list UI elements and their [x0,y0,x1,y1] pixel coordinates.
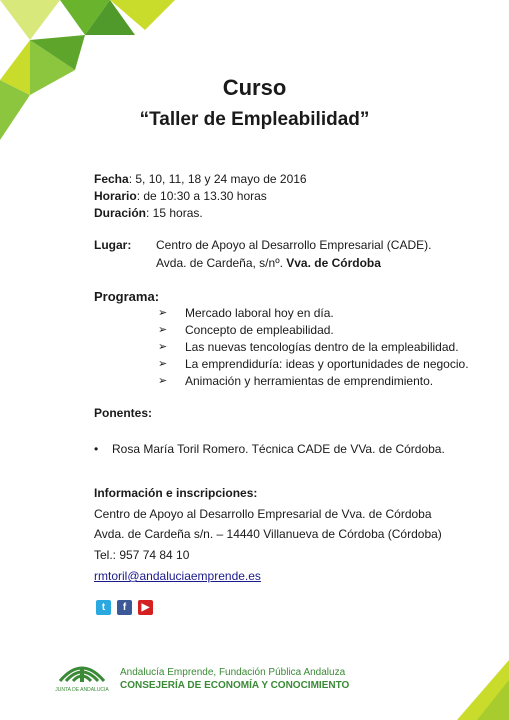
footer-consejeria: CONSEJERÍA DE ECONOMÍA Y CONOCIMIENTO [120,680,350,691]
lugar-line-1: Centro de Apoyo al Desarrollo Empresarial (CADE). [156,238,432,252]
arrow-bullet-icon: ➢ [158,307,168,319]
duracion-line [94,206,203,220]
horario-value: : de 10:30 a 13.30 horas [136,189,267,203]
youtube-icon[interactable]: ▶ [138,600,153,615]
arrow-bullet-icon: ➢ [158,324,168,336]
programa-list [158,306,469,391]
logo-caption: JUNTA DE ANDALUCIA [55,687,109,693]
lugar-address: Avda. de Cardeña, s/nº. [156,256,287,270]
email-link[interactable]: rmtoril@andaluciaemprende.es [94,569,261,583]
lugar-line-2 [156,256,381,270]
programa-item: ➢ Mercado laboral hoy en día. [158,306,334,320]
course-subtitle: “Taller de Empleabilidad” [139,109,370,130]
info-line-2: Avda. de Cardeña s/n. – 14440 Villanueva de Córdoba (Córdoba) [94,527,442,541]
course-title: Curso [222,75,287,100]
horario-line [94,189,267,203]
programa-label: Programa: [94,289,160,304]
duracion-value: : 15 horas. [146,206,203,220]
bullet-icon: • [94,442,99,456]
lugar-label: Lugar: [94,238,132,252]
duracion-label: Duración [94,206,147,220]
programa-item: ➢ Las nuevas tencologías dentro de la empleabilidad. [158,340,459,354]
facebook-icon[interactable]: f [117,600,132,615]
programa-item: ➢ La emprendiduría: ideas y oportunidades de negocio. [158,357,469,371]
fecha-label: Fecha [94,172,129,186]
fecha-value: : 5, 10, 11, 18 y 24 mayo de 2016 [128,172,307,186]
corner-decoration-bottom-right [447,660,509,720]
info-line-1: Centro de Apoyo al Desarrollo Empresarial de Vva. de Córdoba [94,507,432,521]
footer-foundation: Andalucía Emprende, Fundación Pública Andaluza [120,667,346,678]
ponente-item: • Rosa María Toril Romero. Técnica CADE de VVa. de Córdoba. [94,442,445,456]
fecha-line [94,172,307,186]
ponentes-label: Ponentes: [94,406,153,420]
programa-item: ➢ Concepto de empleabilidad. [158,323,334,337]
arrow-bullet-icon: ➢ [158,358,168,370]
programa-item: ➢ Animación y herramientas de emprendimiento. [158,374,434,388]
lugar-town: Vva. de Córdoba [286,256,381,270]
junta-andalucia-logo [52,655,112,693]
twitter-icon[interactable]: t [96,600,111,615]
arrow-bullet-icon: ➢ [158,341,168,353]
info-label: Información e inscripciones: [94,486,258,500]
horario-label: Horario [94,189,137,203]
arrow-bullet-icon: ➢ [158,375,168,387]
info-phone: Tel.: 957 74 84 10 [94,548,190,562]
